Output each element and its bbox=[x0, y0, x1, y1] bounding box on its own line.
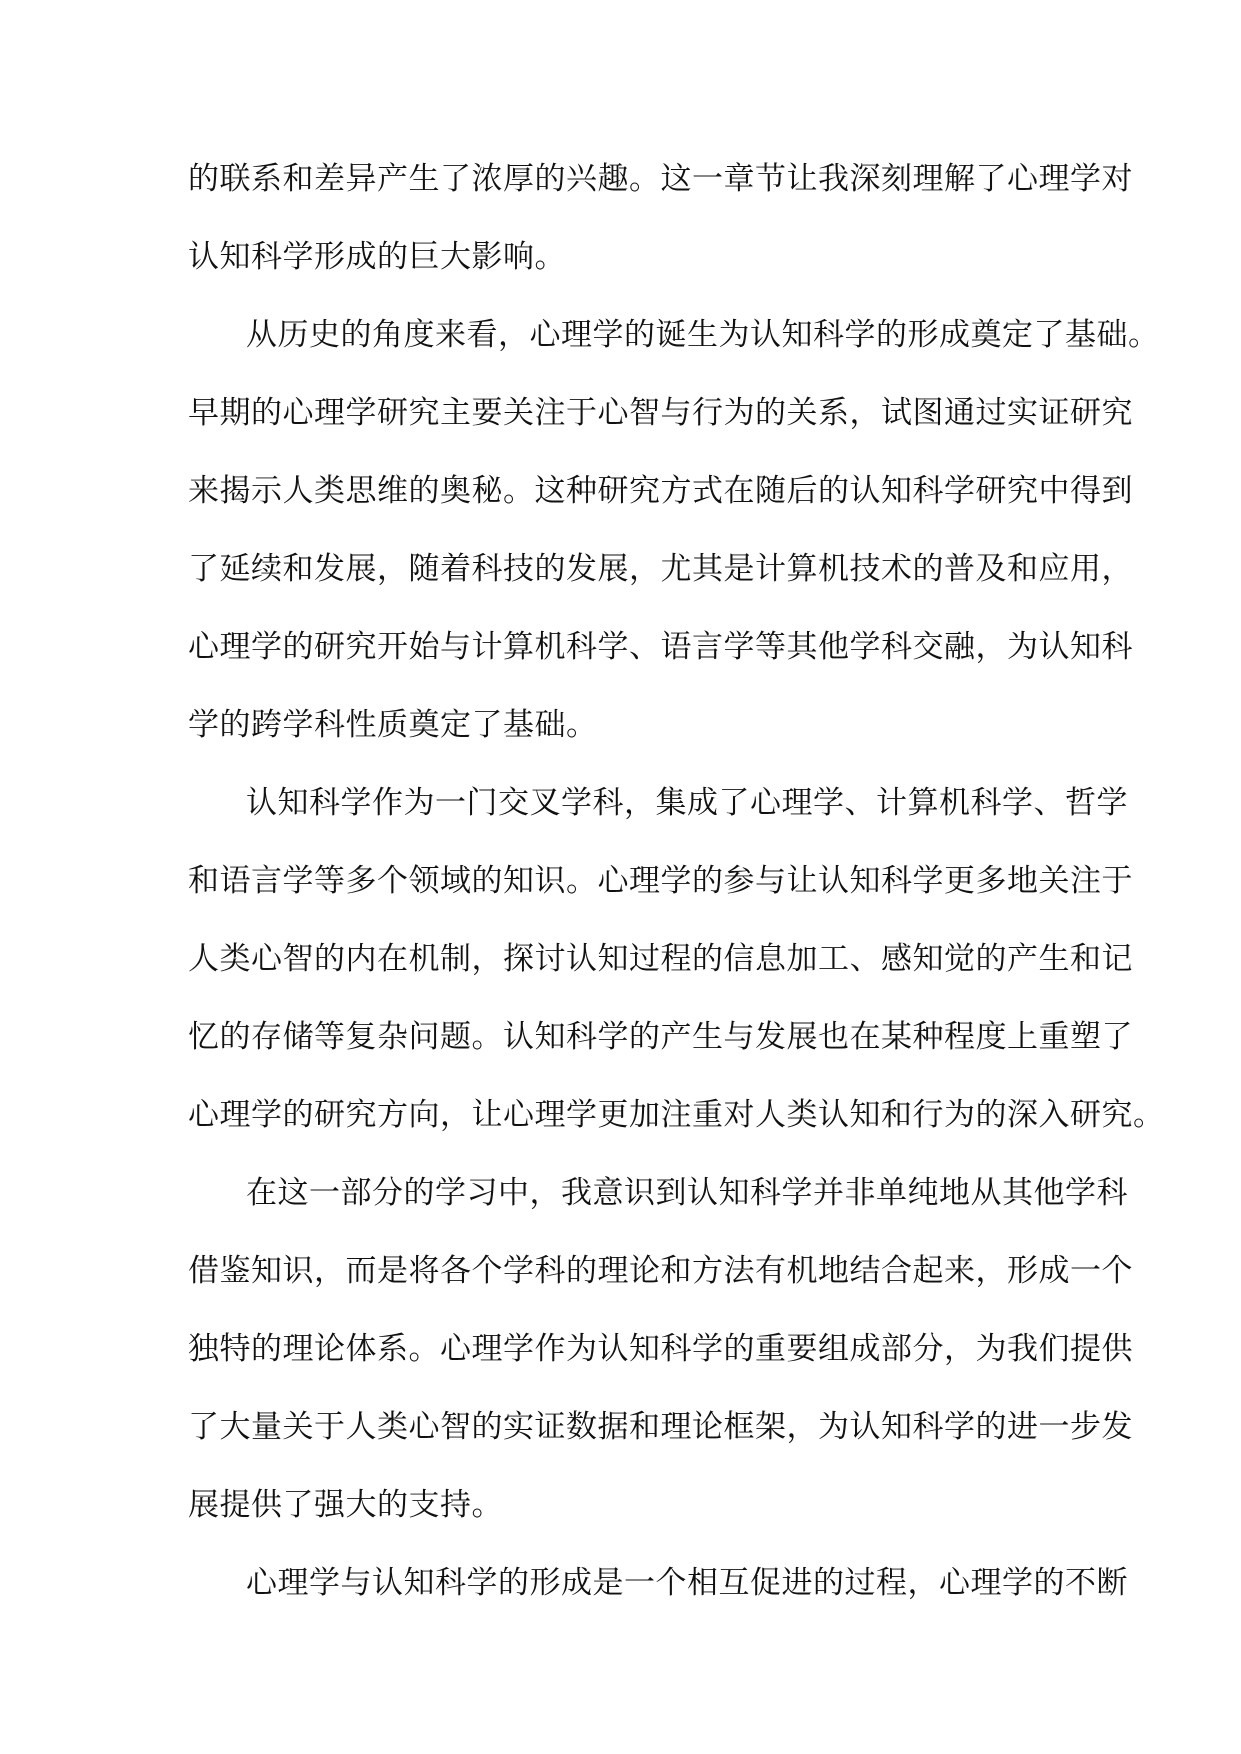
text-line: 来揭示人类思维的奥秘。这种研究方式在随后的认知科学研究中得到 bbox=[188, 473, 1133, 509]
text-line: 独特的理论体系。心理学作为认知科学的重要组成部分，为我们提供 bbox=[188, 1331, 1133, 1367]
text-line: 展提供了强大的支持。 bbox=[188, 1487, 503, 1523]
text-line: 人类心智的内在机制，探讨认知过程的信息加工、感知觉的产生和记 bbox=[188, 941, 1133, 977]
text-line: 的联系和差异产生了浓厚的兴趣。这一章节让我深刻理解了心理学对 bbox=[188, 161, 1133, 197]
text-line: 认知科学形成的巨大影响。 bbox=[188, 239, 566, 275]
text-line: 早期的心理学研究主要关注于心智与行为的关系，试图通过实证研究 bbox=[188, 395, 1133, 431]
text-line: 学的跨学科性质奠定了基础。 bbox=[188, 707, 598, 743]
paragraph-first-line: 在这一部分的学习中，我意识到认知科学并非单纯地从其他学科 bbox=[246, 1175, 1128, 1211]
text-line: 忆的存储等复杂问题。认知科学的产生与发展也在某种程度上重塑了 bbox=[188, 1019, 1133, 1055]
text-line: 借鉴知识，而是将各个学科的理论和方法有机地结合起来，形成一个 bbox=[188, 1253, 1133, 1289]
paragraph-first-line: 从历史的角度来看，心理学的诞生为认知科学的形成奠定了基础。 bbox=[246, 317, 1160, 353]
text-line: 心理学的研究开始与计算机科学、语言学等其他学科交融，为认知科 bbox=[188, 629, 1133, 665]
text-line: 了延续和发展，随着科技的发展，尤其是计算机技术的普及和应用， bbox=[188, 551, 1133, 587]
text-line: 心理学的研究方向，让心理学更加注重对人类认知和行为的深入研究。 bbox=[188, 1097, 1165, 1133]
text-line: 和语言学等多个领域的知识。心理学的参与让认知科学更多地关注于 bbox=[188, 863, 1133, 899]
body-text bbox=[188, 140, 1165, 1622]
paragraph-first-line: 认知科学作为一门交叉学科，集成了心理学、计算机科学、哲学 bbox=[246, 785, 1128, 821]
paragraph-first-line: 心理学与认知科学的形成是一个相互促进的过程，心理学的不断 bbox=[246, 1565, 1128, 1601]
text-line: 了大量关于人类心智的实证数据和理论框架，为认知科学的进一步发 bbox=[188, 1409, 1133, 1445]
